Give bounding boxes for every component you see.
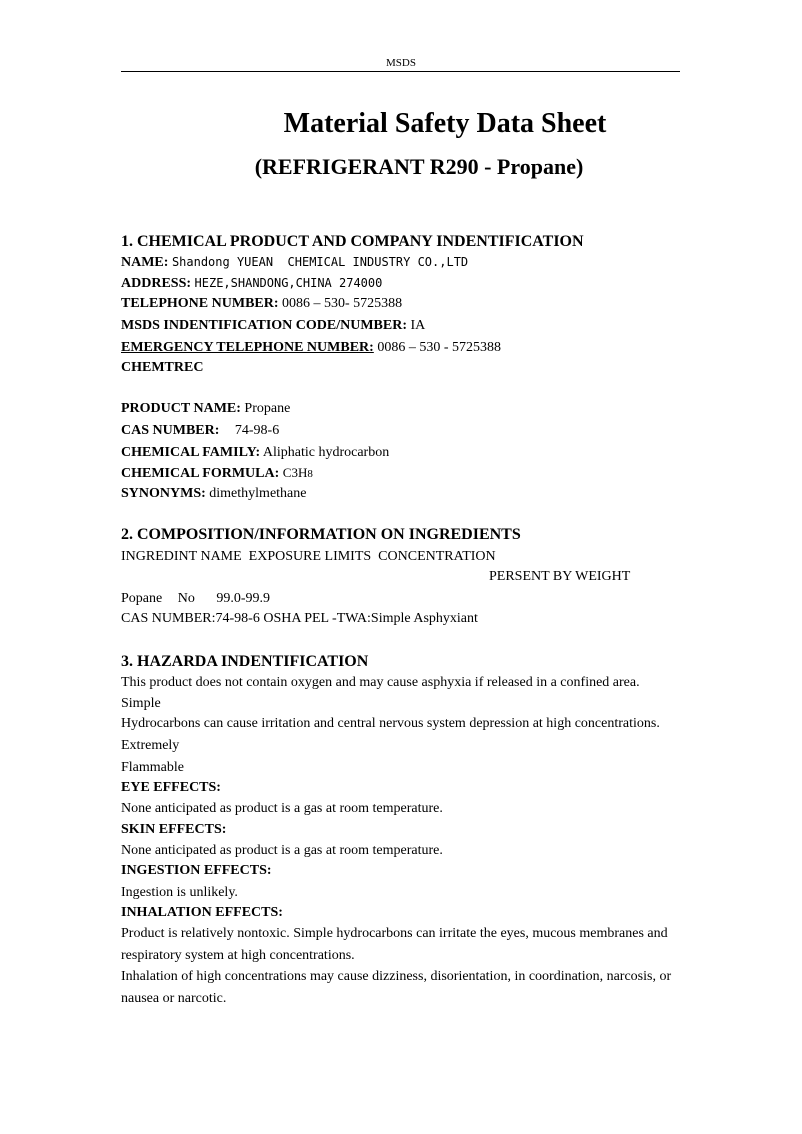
inhalation-text-2: respiratory system at high concentrations. xyxy=(121,948,355,963)
address-label: ADDRESS: xyxy=(121,276,192,291)
emergency-row xyxy=(121,340,501,356)
formula-value: C3H xyxy=(282,465,308,480)
ingredient-row xyxy=(121,591,270,607)
formula-label: CHEMICAL FORMULA: xyxy=(121,466,280,481)
telephone-row xyxy=(121,296,402,312)
family-row xyxy=(121,445,389,461)
cas-row xyxy=(121,423,279,439)
msds-code-row xyxy=(121,318,425,334)
persent-by-weight: PERSENT BY WEIGHT xyxy=(489,569,631,584)
hazard-text-2: Simple xyxy=(121,696,161,711)
synonyms-row xyxy=(121,486,306,502)
emergency-label: EMERGENCY TELEPHONE NUMBER: xyxy=(121,340,374,355)
section2-heading: 2. COMPOSITION/INFORMATION ON INGREDIENTS xyxy=(121,526,521,543)
telephone-label: TELEPHONE NUMBER: xyxy=(121,296,279,311)
hazard-text-5: Flammable xyxy=(121,760,184,775)
document-title: Material Safety Data Sheet xyxy=(283,108,607,139)
cas-label: CAS NUMBER: xyxy=(121,423,220,438)
hazard-text-4: Extremely xyxy=(121,738,180,753)
skin-effects-label: SKIN EFFECTS: xyxy=(121,822,227,837)
inhalation-text-4: nausea or narcotic. xyxy=(121,991,227,1006)
ingredient-concentration: 99.0-99.9 xyxy=(216,591,271,606)
inhalation-text-1: Product is relatively nontoxic. Simple hydrocarbons can irritate the eyes, mucous membranes and xyxy=(121,926,668,941)
eye-effects-text: None anticipated as product is a gas at room temperature. xyxy=(121,801,443,816)
section1-heading: 1. CHEMICAL PRODUCT AND COMPANY INDENTIFICATION xyxy=(121,233,584,250)
name-row xyxy=(121,255,468,271)
section3-heading: 3. HAZARDA INDENTIFICATION xyxy=(121,653,369,670)
inhalation-text-3: Inhalation of high concentrations may cause dizziness, disorientation, in coordination, narcosis, or xyxy=(121,969,672,984)
ingredient-cas-row: CAS NUMBER:74-98-6 OSHA PEL -TWA:Simple Asphyxiant xyxy=(121,611,478,626)
ingredients-columns: INGREDINT NAME EXPOSURE LIMITS CONCENTRATION xyxy=(121,549,496,564)
telephone-value: 0086 – 530- 5725388 xyxy=(282,296,403,311)
emergency-value: 0086 – 530 - 5725388 xyxy=(377,340,501,355)
product-name-row xyxy=(121,401,290,417)
formula-subscript: 8 xyxy=(307,468,313,480)
family-value: Aliphatic hydrocarbon xyxy=(262,445,390,460)
document-subtitle: (REFRIGERANT R290 - Propane) xyxy=(254,154,584,179)
name-value: Shandong YUEAN CHEMICAL INDUSTRY CO.,LTD xyxy=(171,255,469,269)
name-label: NAME: xyxy=(121,255,169,270)
inhalation-effects-label: INHALATION EFFECTS: xyxy=(121,905,283,920)
family-label: CHEMICAL FAMILY: xyxy=(121,445,261,460)
product-name-value: Propane xyxy=(244,401,291,416)
header-rule xyxy=(121,71,680,72)
ingredient-limit: No xyxy=(177,591,195,606)
synonyms-value: dimethylmethane xyxy=(209,486,307,501)
synonyms-label: SYNONYMS: xyxy=(121,486,206,501)
msds-code-value: IA xyxy=(410,318,426,333)
ingestion-effects-label: INGESTION EFFECTS: xyxy=(121,863,272,878)
eye-effects-label: EYE EFFECTS: xyxy=(121,780,221,795)
skin-effects-text: None anticipated as product is a gas at room temperature. xyxy=(121,843,443,858)
product-name-label: PRODUCT NAME: xyxy=(121,401,241,416)
chemtrec-label: CHEMTREC xyxy=(121,360,204,375)
ingredient-name: Popane xyxy=(121,591,163,606)
formula-row xyxy=(121,465,313,482)
hazard-text-1: This product does not contain oxygen and may cause asphyxia if released in a confined area. xyxy=(121,675,640,690)
ingestion-effects-text: Ingestion is unlikely. xyxy=(121,885,238,900)
hazard-text-3: Hydrocarbons can cause irritation and central nervous system depression at high concentrations. xyxy=(121,716,660,731)
msds-code-label: MSDS INDENTIFICATION CODE/NUMBER: xyxy=(121,318,407,333)
address-row xyxy=(121,276,382,292)
cas-value: 74-98-6 xyxy=(234,423,280,438)
running-head: MSDS xyxy=(386,57,416,69)
address-value: HEZE,SHANDONG,CHINA 274000 xyxy=(194,276,383,290)
